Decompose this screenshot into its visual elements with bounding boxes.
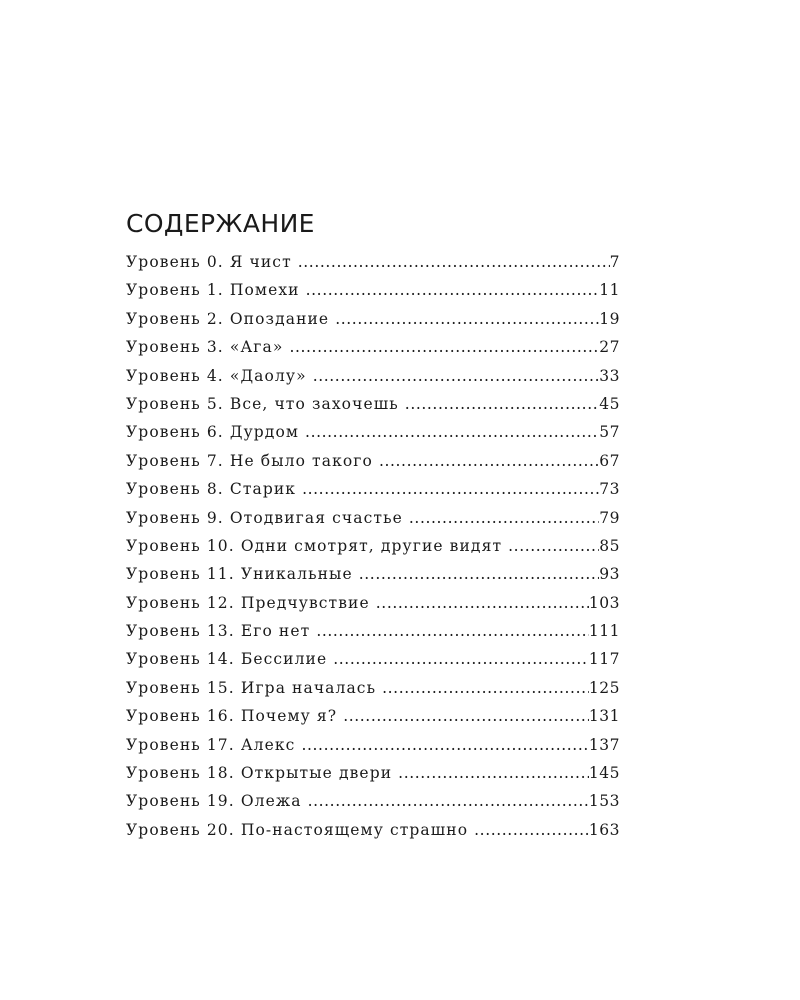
toc-entry-title: Уровень 14. Бессилие bbox=[126, 650, 328, 669]
toc-entry-title: Уровень 3. «Ага» bbox=[126, 338, 284, 357]
toc-entry-title: Уровень 0. Я чист bbox=[126, 253, 292, 271]
dot-leader bbox=[296, 480, 599, 498]
toc-entry-page-number: 117 bbox=[588, 650, 620, 669]
toc-entry-page-number: 79 bbox=[599, 508, 620, 527]
toc-entry-page-number: 131 bbox=[588, 707, 620, 726]
toc-heading: СОДЕРЖАНИЕ bbox=[126, 209, 315, 238]
dot-leader bbox=[299, 423, 599, 441]
dot-leader bbox=[392, 764, 589, 782]
toc-entry bbox=[126, 537, 620, 565]
toc-entry-page-number: 57 bbox=[599, 423, 620, 442]
toc-entry bbox=[126, 395, 620, 423]
toc-entry-title: Уровень 1. Помехи bbox=[126, 281, 300, 300]
toc-entry bbox=[126, 310, 620, 338]
toc-entry-page-number: 153 bbox=[588, 792, 620, 811]
dot-leader bbox=[300, 281, 600, 299]
toc-entry bbox=[126, 736, 620, 764]
dot-leader bbox=[399, 395, 599, 413]
toc-entry bbox=[126, 594, 620, 622]
dot-leader bbox=[370, 594, 589, 612]
dot-leader bbox=[353, 565, 600, 583]
toc-entry-title: Уровень 19. Олежа bbox=[126, 792, 302, 811]
toc-entry bbox=[126, 452, 620, 480]
toc-entry-title: Уровень 11. Уникальные bbox=[126, 565, 353, 584]
dot-leader bbox=[329, 310, 599, 328]
toc-list bbox=[126, 253, 620, 849]
toc-entry-title: Уровень 16. Почему я? bbox=[126, 707, 338, 726]
dot-leader bbox=[307, 367, 600, 385]
dot-leader bbox=[403, 509, 599, 527]
toc-entry-page-number: 111 bbox=[588, 622, 620, 641]
toc-entry-page-number: 45 bbox=[599, 394, 620, 413]
toc-entry-page-number: 7 bbox=[609, 253, 620, 271]
dot-leader bbox=[337, 707, 589, 725]
toc-entry-title: Уровень 8. Старик bbox=[126, 480, 297, 499]
toc-entry-title: Уровень 12. Предчувствие bbox=[126, 593, 370, 612]
toc-entry-page-number: 19 bbox=[599, 309, 620, 328]
toc-entry-title: Уровень 10. Одни смотрят, другие видят bbox=[126, 536, 503, 555]
toc-entry bbox=[126, 650, 620, 678]
toc-entry bbox=[126, 707, 620, 735]
toc-entry-page-number: 73 bbox=[599, 480, 620, 499]
toc-entry-page-number: 137 bbox=[588, 735, 620, 754]
toc-entry-page-number: 163 bbox=[588, 820, 620, 839]
toc-entry bbox=[126, 622, 620, 650]
dot-leader bbox=[310, 622, 589, 640]
toc-entry-title: Уровень 4. «Даолу» bbox=[126, 366, 307, 385]
dot-leader bbox=[376, 679, 589, 697]
toc-entry bbox=[126, 764, 620, 792]
toc-entry-page-number: 103 bbox=[588, 593, 620, 612]
dot-leader bbox=[373, 452, 599, 470]
toc-entry bbox=[126, 509, 620, 537]
dot-leader bbox=[327, 650, 589, 668]
toc-entry-title: Уровень 5. Все, что захочешь bbox=[126, 394, 399, 413]
toc-entry-title: Уровень 20. По-настоящему страшно bbox=[126, 820, 469, 839]
toc-entry-title: Уровень 6. Дурдом bbox=[126, 423, 300, 442]
toc-entry bbox=[126, 423, 620, 451]
toc-entry-page-number: 67 bbox=[599, 451, 620, 470]
toc-entry bbox=[126, 480, 620, 508]
dot-leader bbox=[283, 338, 599, 356]
toc-entry-page-number: 11 bbox=[599, 281, 620, 300]
toc-entry-page-number: 93 bbox=[599, 565, 620, 584]
dot-leader bbox=[295, 736, 588, 754]
toc-entry bbox=[126, 367, 620, 395]
toc-entry-title: Уровень 2. Опоздание bbox=[126, 309, 330, 328]
dot-leader bbox=[292, 253, 610, 271]
toc-entry-page-number: 145 bbox=[588, 764, 620, 783]
toc-entry bbox=[126, 565, 620, 593]
toc-entry-title: Уровень 9. Отодвигая счастье bbox=[126, 508, 403, 527]
toc-entry-title: Уровень 7. Не было такого bbox=[126, 451, 373, 470]
toc-entry bbox=[126, 821, 620, 849]
toc-entry-page-number: 125 bbox=[588, 678, 620, 697]
dot-leader bbox=[302, 792, 589, 810]
toc-entry-page-number: 85 bbox=[599, 536, 620, 555]
toc-entry bbox=[126, 792, 620, 820]
toc-entry bbox=[126, 281, 620, 309]
toc-entry-title: Уровень 17. Алекс bbox=[126, 735, 296, 754]
toc-entry-page-number: 33 bbox=[599, 366, 620, 385]
toc-entry-title: Уровень 13. Его нет bbox=[126, 622, 311, 641]
toc-entry bbox=[126, 679, 620, 707]
toc-entry bbox=[126, 253, 620, 281]
toc-entry-title: Уровень 15. Игра началась bbox=[126, 678, 377, 697]
toc-entry-title: Уровень 18. Открытые двери bbox=[126, 764, 393, 783]
dot-leader bbox=[468, 821, 589, 839]
table-of-contents bbox=[126, 207, 620, 849]
dot-leader bbox=[502, 537, 599, 555]
toc-entry bbox=[126, 338, 620, 366]
toc-entry-page-number: 27 bbox=[599, 338, 620, 357]
